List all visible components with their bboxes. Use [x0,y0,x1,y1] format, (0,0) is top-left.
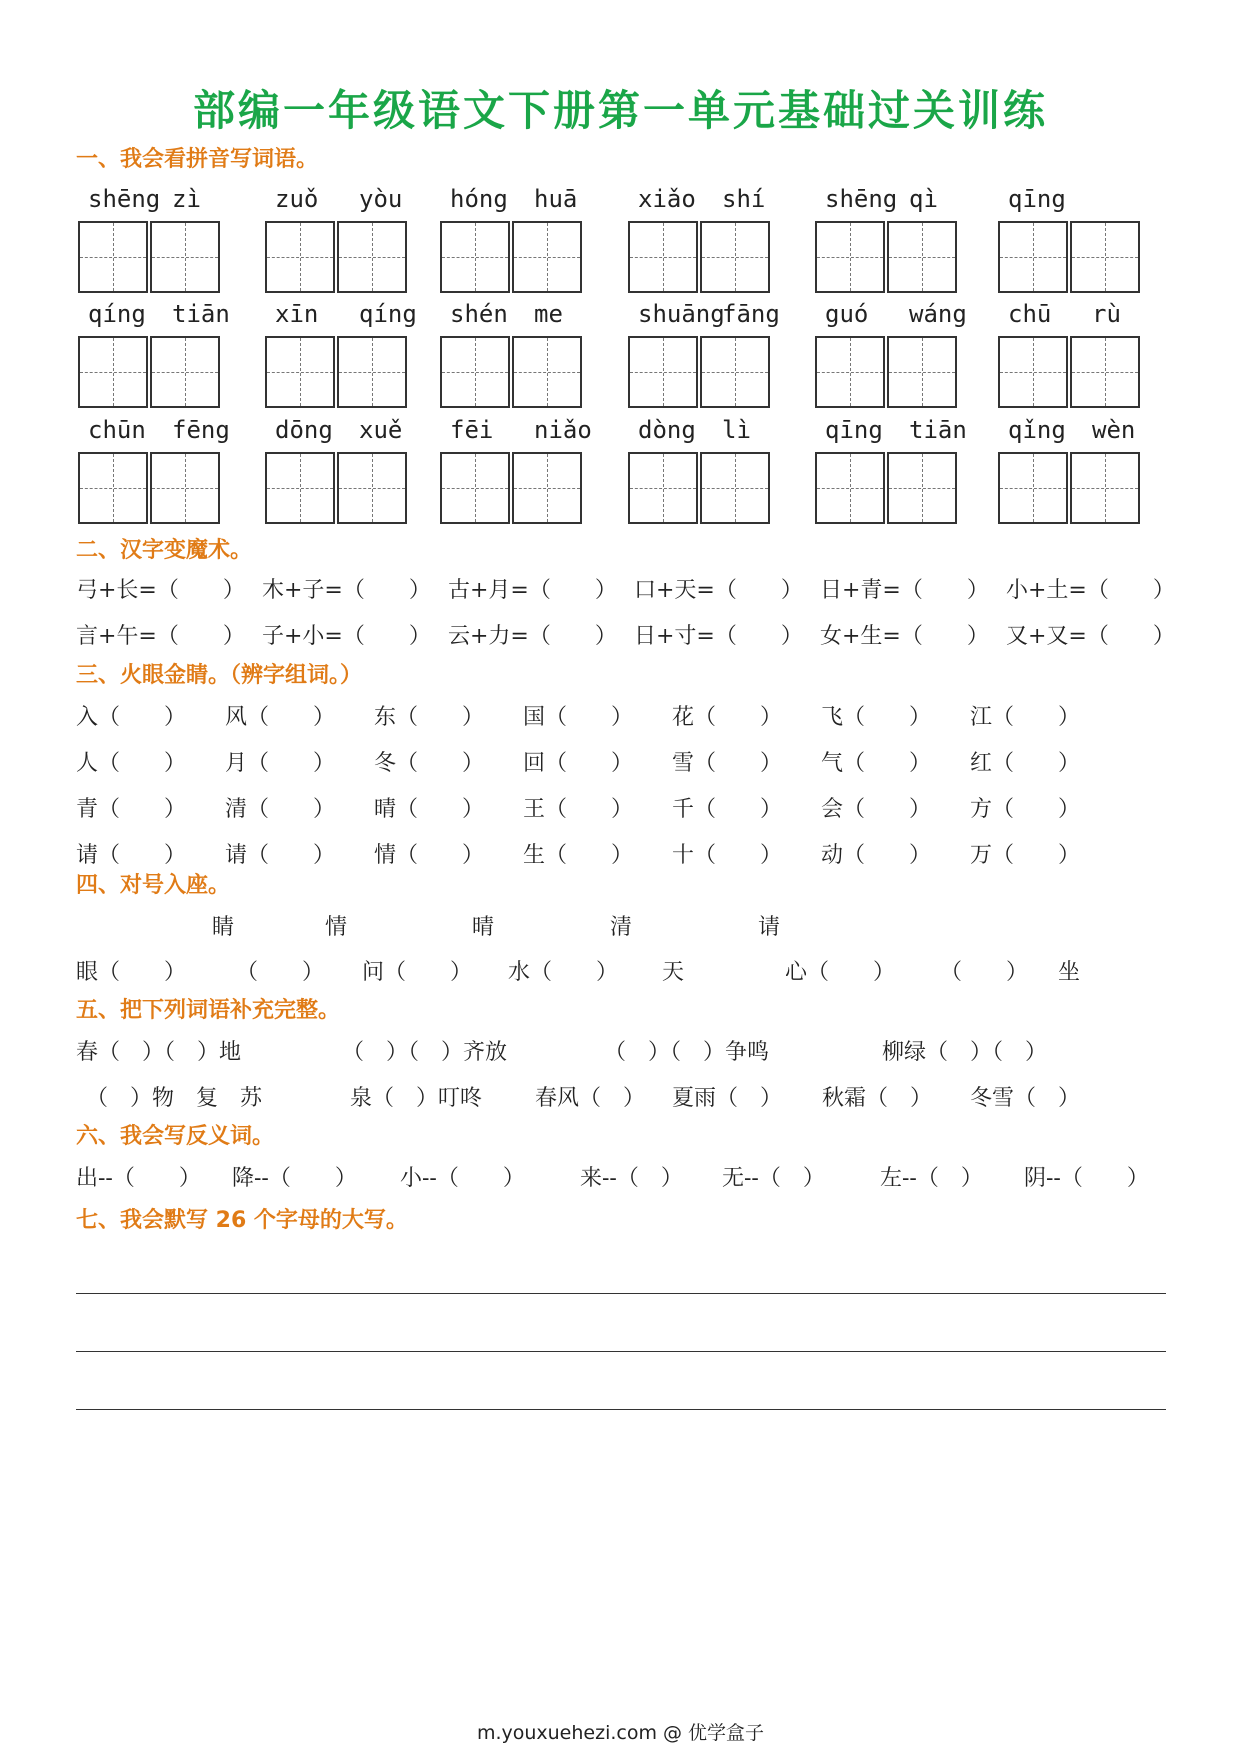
fill-item[interactable]: 心（ ） [785,960,896,985]
pinyin-label: dōng [275,416,333,444]
word-group-item[interactable]: 风（ ） [225,705,336,730]
tian-grid-box[interactable] [150,452,220,524]
word-group-item[interactable]: 情（ ） [374,843,485,868]
pinyin-label: qì [909,185,938,213]
page-title: 部编一年级语文下册第一单元基础过关训练 [192,86,1048,135]
section-5-heading: 五、把下列词语补充完整。 [76,998,341,1023]
tian-grid-box[interactable] [887,452,957,524]
candidate-character: 请 [758,915,781,940]
tian-grid-box[interactable] [265,452,335,524]
pinyin-label: lì [722,416,751,444]
idiom-fill-item[interactable]: （ ）物 复 苏 [86,1086,263,1111]
pinyin-label: wáng [909,300,967,328]
tian-grid-box[interactable] [628,336,698,408]
tian-grid-box[interactable] [512,336,582,408]
antonym-item[interactable]: 降--（ ） [232,1166,357,1191]
pinyin-label: qīng [1008,185,1066,213]
antonym-item[interactable]: 出--（ ） [76,1166,201,1191]
word-group-item[interactable]: 回（ ） [523,751,634,776]
pinyin-label: huā [534,185,578,213]
combine-item[interactable]: 小+土=（ ） [1006,578,1175,603]
tian-grid-box[interactable] [512,221,582,293]
tian-grid-box[interactable] [815,221,885,293]
pinyin-label: fēng [172,416,230,444]
tian-grid-box[interactable] [265,336,335,408]
combine-item[interactable]: 木+子=（ ） [262,578,431,603]
pinyin-label: shuāng [638,300,725,328]
pinyin-label: me [534,300,563,328]
pinyin-label: xiǎo [638,185,696,213]
pinyin-label: qíng [88,300,146,328]
idiom-fill-item[interactable]: 柳绿（ ）（ ） [882,1040,1048,1065]
tian-grid-box[interactable] [150,221,220,293]
pinyin-label: shēng [825,185,898,213]
section-1-heading: 一、我会看拼音写词语。 [76,147,319,172]
combine-item[interactable]: 日+寸=（ ） [634,624,803,649]
combine-item[interactable]: 古+月=（ ） [448,578,617,603]
tian-grid-box[interactable] [337,452,407,524]
pinyin-label: zuǒ [275,185,319,213]
word-group-item[interactable]: 花（ ） [672,705,783,730]
tian-grid-box[interactable] [628,221,698,293]
antonym-item[interactable]: 左--（ ） [880,1166,983,1191]
word-group-item[interactable]: 千（ ） [672,797,783,822]
fill-item[interactable]: 坐 [1058,960,1081,985]
tian-grid-box[interactable] [440,452,510,524]
fill-item[interactable]: （ ） [940,960,1029,985]
tian-grid-box[interactable] [700,336,770,408]
antonym-item[interactable]: 来--（ ） [580,1166,683,1191]
section-2-heading: 二、汉字变魔术。 [76,538,253,563]
tian-grid-box[interactable] [150,336,220,408]
pinyin-label: niǎo [534,416,592,444]
pinyin-label: rù [1092,300,1121,328]
word-group-item[interactable]: 请（ ） [76,843,187,868]
word-group-item[interactable]: 国（ ） [523,705,634,730]
word-group-item[interactable]: 青（ ） [76,797,187,822]
tian-grid-box[interactable] [337,221,407,293]
combine-item[interactable]: 弓+长=（ ） [76,578,245,603]
tian-grid-box[interactable] [78,221,148,293]
candidate-character: 晴 [472,915,495,940]
tian-grid-box[interactable] [887,336,957,408]
section-7-heading: 七、我会默写 26 个字母的大写。 [76,1208,408,1233]
pinyin-label: chū [1008,300,1052,328]
word-group-item[interactable]: 十（ ） [672,843,783,868]
word-group-item[interactable]: 请（ ） [225,843,336,868]
tian-grid-box[interactable] [887,221,957,293]
word-group-item[interactable]: 晴（ ） [374,797,485,822]
tian-grid-box[interactable] [1070,221,1140,293]
pinyin-label: shí [722,185,766,213]
word-group-item[interactable]: 冬（ ） [374,751,485,776]
pinyin-label: tiān [909,416,967,444]
pinyin-label: shēng [88,185,161,213]
tian-grid-box[interactable] [700,452,770,524]
pinyin-label: chūn [88,416,146,444]
tian-grid-box[interactable] [815,452,885,524]
combine-item[interactable]: 言+午=（ ） [76,624,245,649]
pinyin-label: xuě [359,416,403,444]
word-group-item[interactable]: 东（ ） [374,705,485,730]
word-group-item[interactable]: 方（ ） [970,797,1081,822]
section-6-heading: 六、我会写反义词。 [76,1124,275,1149]
combine-item[interactable]: 又+又=（ ） [1006,624,1175,649]
tian-grid-box[interactable] [998,452,1068,524]
word-group-item[interactable]: 人（ ） [76,751,187,776]
tian-grid-box[interactable] [440,221,510,293]
tian-grid-box[interactable] [1070,336,1140,408]
pinyin-label: guó [825,300,869,328]
pinyin-label: qǐng [1008,416,1066,444]
word-group-item[interactable]: 红（ ） [970,751,1081,776]
pinyin-label: tiān [172,300,230,328]
tian-grid-box[interactable] [265,221,335,293]
word-group-item[interactable]: 会（ ） [821,797,932,822]
tian-grid-box[interactable] [1070,452,1140,524]
tian-grid-box[interactable] [337,336,407,408]
pinyin-label: dòng [638,416,696,444]
pinyin-label: fāng [722,300,780,328]
tian-grid-box[interactable] [700,221,770,293]
pinyin-label: fēi [450,416,494,444]
pinyin-label: zì [172,185,201,213]
fill-item[interactable]: 天 [662,960,685,985]
fill-item[interactable]: 眼（ ） [76,960,187,985]
combine-item[interactable]: 云+力=（ ） [448,624,617,649]
combine-item[interactable]: 口+天=（ ） [634,578,803,603]
tian-grid-box[interactable] [815,336,885,408]
word-group-item[interactable]: 动（ ） [821,843,932,868]
word-group-item[interactable]: 飞（ ） [821,705,932,730]
writing-line[interactable] [76,1351,1166,1352]
tian-grid-box[interactable] [998,336,1068,408]
section-3-heading: 三、火眼金睛。（辨字组词。） [76,663,363,688]
pinyin-label: hóng [450,185,508,213]
idiom-fill-item[interactable]: 秋霜（ ） [822,1086,933,1111]
pinyin-label: yòu [359,185,403,213]
fill-item[interactable]: （ ） [236,960,325,985]
writing-line[interactable] [76,1409,1166,1410]
antonym-item[interactable]: 无--（ ） [722,1166,825,1191]
pinyin-label: xīn [275,300,319,328]
idiom-fill-item[interactable]: 春（ ）（ ）地 [76,1040,242,1065]
word-group-item[interactable]: 月（ ） [225,751,336,776]
word-group-item[interactable]: 清（ ） [225,797,336,822]
word-group-item[interactable]: 雪（ ） [672,751,783,776]
idiom-fill-item[interactable]: 泉（ ）叮咚 [350,1086,483,1111]
fill-item[interactable]: 水（ ） [508,960,619,985]
writing-line[interactable] [76,1293,1166,1294]
combine-item[interactable]: 女+生=（ ） [820,624,989,649]
word-group-item[interactable]: 生（ ） [523,843,634,868]
pinyin-label: shén [450,300,508,328]
footer-watermark: m.youxuehezi.com @ 优学盒子 [476,1722,765,1744]
section-4-heading: 四、对号入座。 [76,873,231,898]
combine-item[interactable]: 子+小=（ ） [262,624,431,649]
tian-grid-box[interactable] [78,336,148,408]
combine-item[interactable]: 日+青=（ ） [820,578,989,603]
pinyin-label: qīng [825,416,883,444]
word-group-item[interactable]: 江（ ） [970,705,1081,730]
tian-grid-box[interactable] [78,452,148,524]
word-group-item[interactable]: 入（ ） [76,705,187,730]
word-group-item[interactable]: 万（ ） [970,843,1081,868]
candidate-character: 清 [610,915,633,940]
idiom-fill-item[interactable]: 冬雪（ ） [970,1086,1081,1111]
pinyin-label: wèn [1092,416,1136,444]
idiom-fill-item[interactable]: 夏雨（ ） [672,1086,783,1111]
tian-grid-box[interactable] [512,452,582,524]
idiom-fill-item[interactable]: （ ）（ ）争鸣 [604,1040,770,1065]
candidate-character: 情 [325,915,348,940]
fill-item[interactable]: 问（ ） [362,960,473,985]
idiom-fill-item[interactable]: 春风（ ） [535,1086,646,1111]
tian-grid-box[interactable] [998,221,1068,293]
candidate-character: 睛 [212,915,235,940]
idiom-fill-item[interactable]: （ ）（ ）齐放 [342,1040,508,1065]
tian-grid-box[interactable] [440,336,510,408]
antonym-item[interactable]: 小--（ ） [400,1166,525,1191]
pinyin-label: qíng [359,300,417,328]
word-group-item[interactable]: 王（ ） [523,797,634,822]
antonym-item[interactable]: 阴--（ ） [1024,1166,1149,1191]
word-group-item[interactable]: 气（ ） [821,751,932,776]
tian-grid-box[interactable] [628,452,698,524]
